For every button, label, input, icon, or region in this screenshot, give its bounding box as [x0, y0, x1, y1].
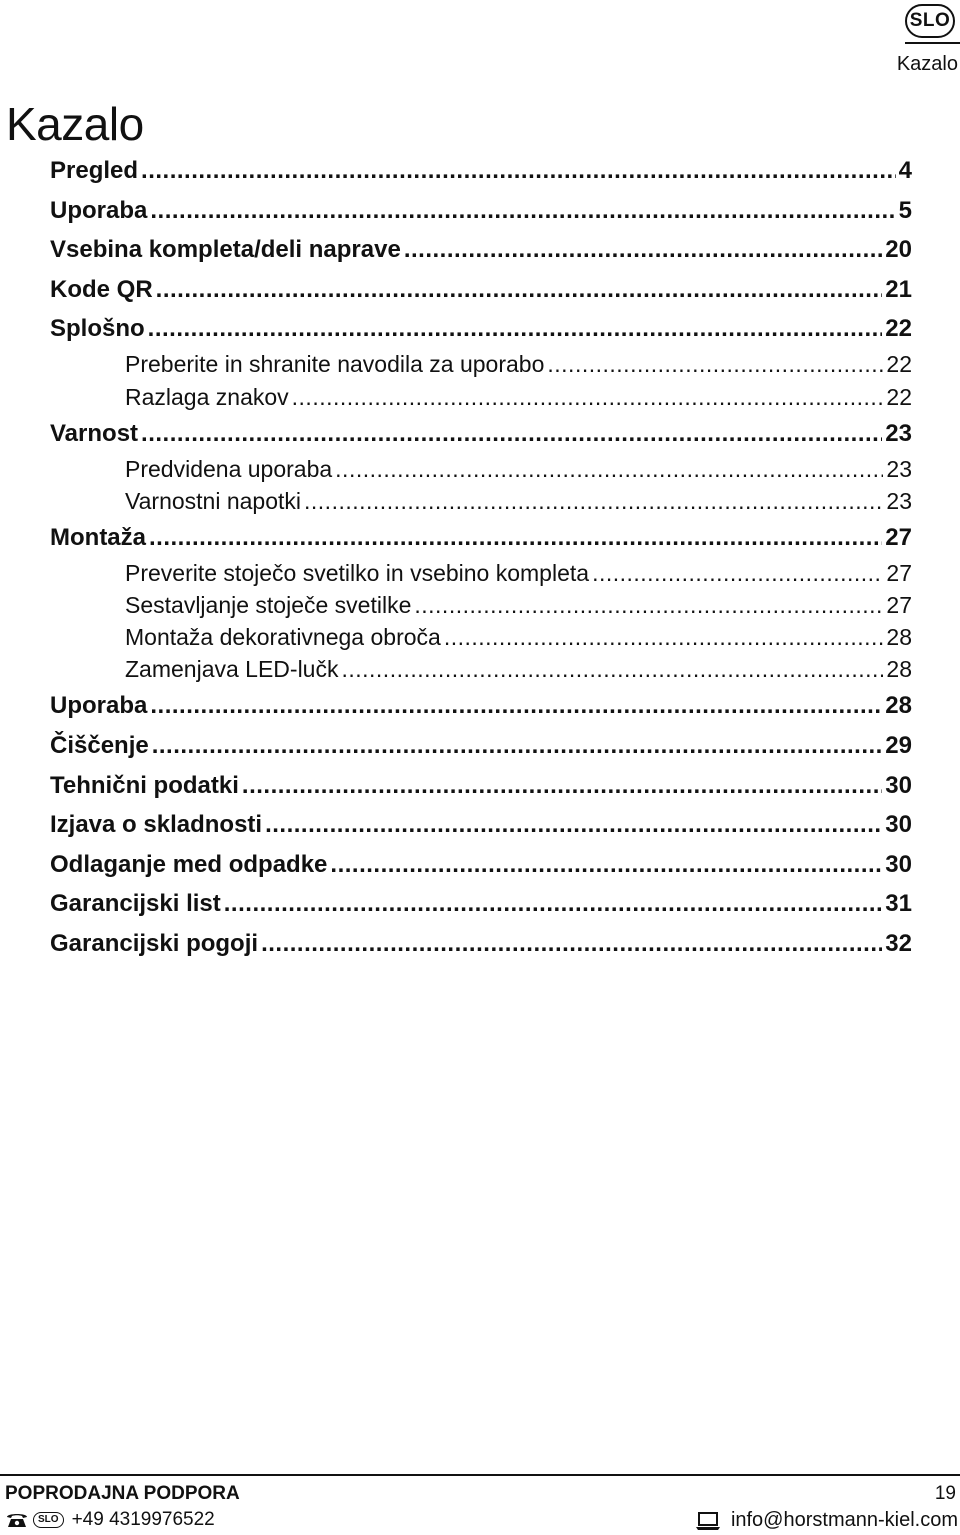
toc-entry-page: 22: [886, 384, 912, 410]
toc-subentry-preverite: [125, 560, 912, 587]
toc-entry-vsebina-kompleta: [50, 236, 912, 264]
toc-entry-label: Garancijski pogoji: [50, 930, 259, 957]
footer-email: [695, 1509, 958, 1532]
toc-leader-dots: [404, 236, 882, 264]
toc-entry-label: Odlaganje med odpadke: [50, 851, 328, 878]
toc-entry-tehnicni-podatki: [50, 772, 912, 800]
language-badge-small: SLO: [33, 1512, 64, 1528]
toc-entry-label: Uporaba: [50, 692, 148, 719]
toc-leader-dots: [335, 456, 883, 483]
toc-entry-uporaba-2: [50, 692, 912, 720]
toc-entry-page: 30: [885, 851, 912, 878]
toc-entry-page: 30: [885, 811, 912, 838]
toc-entry-label: Preverite stoječo svetilko in vsebino kompleta: [125, 560, 590, 586]
toc-entry-page: 21: [885, 276, 912, 303]
toc-entry-varnost: [50, 420, 912, 448]
toc-entry-page: 27: [886, 560, 912, 586]
toc-leader-dots: [444, 624, 884, 651]
toc-entry-page: 29: [885, 732, 912, 759]
phone-icon: [5, 1511, 29, 1529]
toc-entry-page: 5: [898, 197, 912, 224]
toc-subentry-montaza-obroca: [125, 624, 912, 651]
toc-entry-label: Vsebina kompleta/deli naprave: [50, 236, 401, 263]
toc-entry-kode-qr: [50, 276, 912, 304]
toc-leader-dots: [149, 524, 882, 552]
toc-entry-page: 27: [885, 524, 912, 551]
toc-leader-dots: [292, 384, 884, 411]
toc-entry-label: Sestavljanje stoječe svetilke: [125, 592, 412, 618]
running-header: Kazalo: [896, 53, 958, 75]
toc-entry-label: Varnost: [50, 420, 139, 447]
toc-entry-page: 27: [886, 592, 912, 618]
toc-entry-label: Kode QR: [50, 276, 153, 303]
toc-entry-label: Čiščenje: [50, 732, 149, 759]
toc-leader-dots: [265, 811, 882, 839]
toc-subentry-navodila: [125, 351, 912, 378]
toc-entry-izjava-o-skladnosti: [50, 811, 912, 839]
language-badge: SLO: [905, 4, 955, 38]
toc-entry-page: 28: [886, 656, 912, 682]
toc-subentry-razlaga-znakov: [125, 384, 912, 411]
toc-entry-label: Varnostni napotki: [125, 488, 302, 514]
toc-entry-label: Zamenjava LED-lučk: [125, 656, 339, 682]
toc-entry-page: 28: [886, 624, 912, 650]
footer-phone: [5, 1509, 215, 1531]
toc-leader-dots: [224, 890, 883, 918]
toc-entry-page: 20: [885, 236, 912, 263]
toc-entry-label: Montaža dekorativnega obroča: [125, 624, 441, 650]
laptop-icon: [695, 1511, 721, 1531]
footer-heading: POPRODAJNA PODPORA: [5, 1483, 240, 1504]
page-number: 19: [934, 1483, 956, 1504]
toc-entry-odlaganje: [50, 851, 912, 879]
toc-entry-label: Tehnični podatki: [50, 772, 239, 799]
footer-divider: [0, 1474, 960, 1476]
toc-entry-page: 31: [885, 890, 912, 917]
toc-entry-splosno: [50, 315, 912, 343]
toc-leader-dots: [341, 656, 883, 683]
header-divider: [905, 42, 960, 44]
toc-leader-dots: [150, 692, 882, 720]
toc-leader-dots: [261, 930, 882, 958]
toc-entry-label: Montaža: [50, 524, 146, 551]
toc-entry-label: Splošno: [50, 315, 145, 342]
toc-entry-page: 28: [885, 692, 912, 719]
toc-leader-dots: [592, 560, 883, 587]
toc-entry-page: 4: [898, 157, 912, 184]
toc-entry-garancijski-list: [50, 890, 912, 918]
toc-leader-dots: [242, 772, 882, 800]
toc-leader-dots: [414, 592, 883, 619]
toc-leader-dots: [330, 851, 882, 879]
toc-entry-page: 22: [885, 315, 912, 342]
toc-entry-page: 23: [885, 420, 912, 447]
toc-leader-dots: [141, 420, 882, 448]
toc-leader-dots: [141, 157, 896, 185]
email-address: info@horstmann-kiel.com: [730, 1509, 958, 1531]
toc-leader-dots: [150, 197, 895, 225]
phone-number: +49 4319976522: [71, 1509, 215, 1530]
toc-leader-dots: [148, 315, 883, 343]
toc-entry-page: 30: [885, 772, 912, 799]
toc-entry-label: Preberite in shranite navodila za uporabo: [125, 351, 545, 377]
toc-entry-page: 22: [886, 351, 912, 377]
toc-subentry-sestavljanje: [125, 592, 912, 619]
toc-entry-label: Razlaga znakov: [125, 384, 289, 410]
toc-leader-dots: [304, 488, 883, 515]
toc-entry-ciscenje: [50, 732, 912, 760]
toc-subentry-varnostni-napotki: [125, 488, 912, 515]
toc-subentry-zamenjava-luck: [125, 656, 912, 683]
toc-entry-pregled: [50, 157, 912, 185]
toc-subentry-predvidena-uporaba: [125, 456, 912, 483]
toc-entry-label: Pregled: [50, 157, 139, 184]
page-title: Kazalo: [6, 98, 144, 150]
toc-entry-garancijski-pogoji: [50, 930, 912, 958]
toc-entry-label: Garancijski list: [50, 890, 221, 917]
toc-entry-page: 32: [885, 930, 912, 957]
toc-entry-page: 23: [886, 488, 912, 514]
toc-entry-uporaba: [50, 197, 912, 225]
toc-leader-dots: [547, 351, 883, 378]
toc-entry-label: Uporaba: [50, 197, 148, 224]
toc-entry-page: 23: [886, 456, 912, 482]
toc-leader-dots: [156, 276, 883, 304]
toc-entry-montaza: [50, 524, 912, 552]
toc-leader-dots: [152, 732, 883, 760]
toc-entry-label: Izjava o skladnosti: [50, 811, 263, 838]
toc-entry-label: Predvidena uporaba: [125, 456, 333, 482]
